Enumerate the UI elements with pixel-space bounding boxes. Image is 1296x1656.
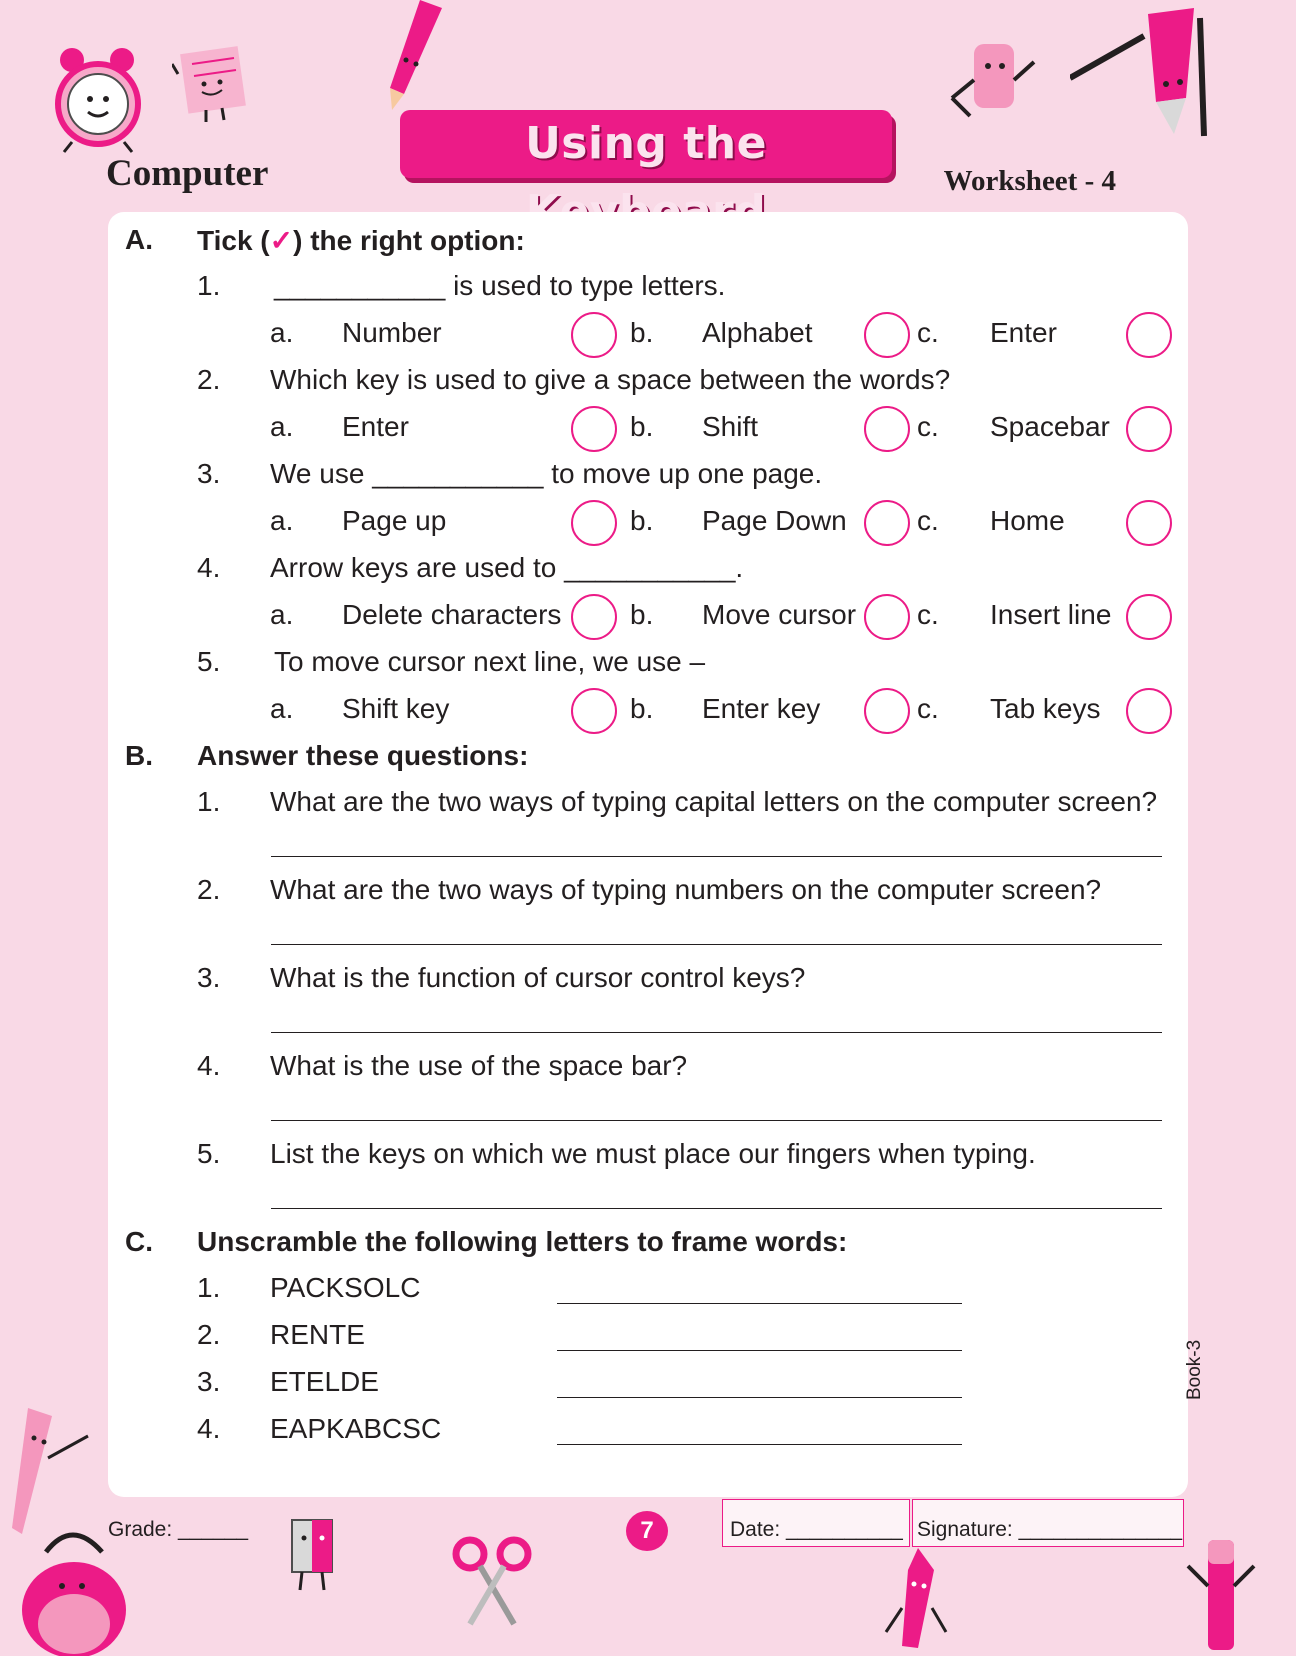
- option-letter: c.: [917, 693, 939, 724]
- option-label: Page up: [342, 505, 447, 536]
- option-b-circle[interactable]: [864, 688, 910, 734]
- option-a-circle[interactable]: [571, 312, 617, 358]
- option-label: Page Down: [702, 505, 847, 536]
- option-label: Delete characters: [342, 599, 562, 630]
- option-letter: c.: [917, 505, 939, 536]
- question-number: 1.: [197, 786, 221, 817]
- option-label: Enter: [342, 411, 409, 442]
- option-c-circle[interactable]: [1126, 406, 1172, 452]
- item-number: 1.: [197, 1272, 221, 1303]
- section-b-heading: Answer these questions:: [197, 740, 529, 771]
- answer-line[interactable]: [271, 1120, 1162, 1121]
- option-b-circle[interactable]: [864, 406, 910, 452]
- option-b-circle[interactable]: [864, 594, 910, 640]
- answer-line[interactable]: [271, 1032, 1162, 1033]
- question-number: 5.: [197, 646, 221, 677]
- scrambled-word: PACKSOLC: [270, 1272, 421, 1303]
- question-number: 1.: [197, 270, 221, 301]
- subject-label: Computer: [106, 153, 269, 194]
- answer-line[interactable]: [271, 1208, 1162, 1209]
- option-c-circle[interactable]: [1126, 594, 1172, 640]
- option-letter: a.: [270, 693, 294, 724]
- page-number: 7: [626, 1511, 668, 1551]
- item-number: 4.: [197, 1413, 221, 1444]
- section-c-heading: Unscramble the following letters to frame words:: [197, 1226, 848, 1257]
- option-label: Tab keys: [990, 693, 1101, 724]
- option-label: Home: [990, 505, 1065, 536]
- option-label: Insert line: [990, 599, 1112, 630]
- question-text: We use ___________ to move up one page.: [270, 458, 823, 489]
- option-letter: b.: [630, 411, 654, 442]
- ruler-character-icon: [8, 1408, 92, 1538]
- option-a-circle[interactable]: [571, 594, 617, 640]
- answer-line[interactable]: [271, 944, 1162, 945]
- question-text: To move cursor next line, we use –: [274, 646, 706, 677]
- option-b-circle[interactable]: [864, 312, 910, 358]
- scrambled-word: RENTE: [270, 1319, 365, 1350]
- option-c-circle[interactable]: [1126, 312, 1172, 358]
- sharpener-character-icon: [282, 1514, 342, 1594]
- signature-box[interactable]: [912, 1499, 1184, 1547]
- signature-field[interactable]: Signature: ______________: [917, 1518, 1183, 1541]
- question-text: Which key is used to give a space between the words?: [270, 364, 951, 395]
- question-text: What is the use of the space bar?: [270, 1050, 688, 1081]
- eraser-character-icon: [946, 40, 1038, 120]
- item-number: 3.: [197, 1366, 221, 1397]
- item-number: 2.: [197, 1319, 221, 1350]
- option-letter: b.: [630, 599, 654, 630]
- option-label: Enter: [990, 317, 1057, 348]
- question-number: 2.: [197, 874, 221, 905]
- question-text: What are the two ways of typing capital letters on the computer screen?: [270, 786, 1158, 817]
- question-number: 5.: [197, 1138, 221, 1169]
- option-label: Enter key: [702, 693, 821, 724]
- page-title: Using the: [525, 118, 767, 169]
- grade-field[interactable]: Grade: ______: [108, 1518, 249, 1541]
- question-number: 4.: [197, 1050, 221, 1081]
- option-label: Number: [342, 317, 442, 348]
- option-letter: a.: [270, 411, 294, 442]
- pen-character-icon: [1184, 1536, 1256, 1656]
- answer-line[interactable]: [557, 1303, 962, 1304]
- question-text: ___________ is used to type letters.: [274, 270, 726, 301]
- answer-line[interactable]: [557, 1397, 962, 1398]
- option-a-circle[interactable]: [571, 406, 617, 452]
- section-a-letter: A.: [125, 224, 153, 255]
- book-label: Book-3: [1184, 1339, 1205, 1400]
- option-a-circle[interactable]: [571, 500, 617, 546]
- date-field[interactable]: Date: __________: [730, 1518, 903, 1541]
- alarm-clock-icon: [52, 44, 144, 154]
- question-number: 3.: [197, 962, 221, 993]
- section-c-letter: C.: [125, 1226, 153, 1257]
- option-c-circle[interactable]: [1126, 500, 1172, 546]
- option-b-circle[interactable]: [864, 500, 910, 546]
- option-letter: b.: [630, 505, 654, 536]
- worksheet-label: Worksheet - 4: [943, 165, 1116, 197]
- option-label: Shift key: [342, 693, 450, 724]
- question-text: What are the two ways of typing numbers on the computer screen?: [270, 874, 1102, 905]
- option-a-circle[interactable]: [571, 688, 617, 734]
- tick-icon: ✓: [269, 225, 294, 256]
- notepad-character-icon: [172, 44, 256, 124]
- answer-line[interactable]: [557, 1444, 962, 1445]
- scrambled-word: ETELDE: [270, 1366, 379, 1397]
- option-letter: c.: [917, 599, 939, 630]
- question-number: 4.: [197, 552, 221, 583]
- question-text: Arrow keys are used to ___________.: [270, 552, 744, 583]
- option-label: Spacebar: [990, 411, 1110, 442]
- option-letter: a.: [270, 599, 294, 630]
- question-text: What is the function of cursor control keys?: [270, 962, 806, 993]
- date-box[interactable]: [722, 1499, 910, 1547]
- option-letter: a.: [270, 505, 294, 536]
- section-a-heading: [197, 224, 525, 257]
- heading-text-post: ) the right option:: [293, 225, 525, 256]
- pencil-icon: [380, 0, 450, 112]
- option-letter: a.: [270, 317, 294, 348]
- option-label: Move cursor: [702, 599, 857, 630]
- scissors-icon: [452, 1532, 532, 1628]
- title-banner: [400, 110, 892, 178]
- question-number: 3.: [197, 458, 221, 489]
- question-text: List the keys on which we must place our fingers when typing.: [270, 1138, 1036, 1169]
- crayon-character-icon: [882, 1548, 952, 1656]
- option-letter: b.: [630, 317, 654, 348]
- answer-line[interactable]: [271, 856, 1162, 857]
- option-label: Shift: [702, 411, 759, 442]
- backpack-icon: [16, 1522, 130, 1656]
- worksheet-panel: [108, 212, 1188, 1497]
- option-letter: b.: [630, 693, 654, 724]
- option-letter: c.: [917, 317, 939, 348]
- option-letter: c.: [917, 411, 939, 442]
- pencil-character-icon: [1070, 8, 1210, 138]
- option-c-circle[interactable]: [1126, 688, 1172, 734]
- section-b-letter: B.: [125, 740, 153, 771]
- heading-text-pre: Tick (: [197, 225, 270, 256]
- option-label: Alphabet: [702, 317, 813, 348]
- question-number: 2.: [197, 364, 221, 395]
- scrambled-word: EAPKABCSC: [270, 1413, 442, 1444]
- answer-line[interactable]: [557, 1350, 962, 1351]
